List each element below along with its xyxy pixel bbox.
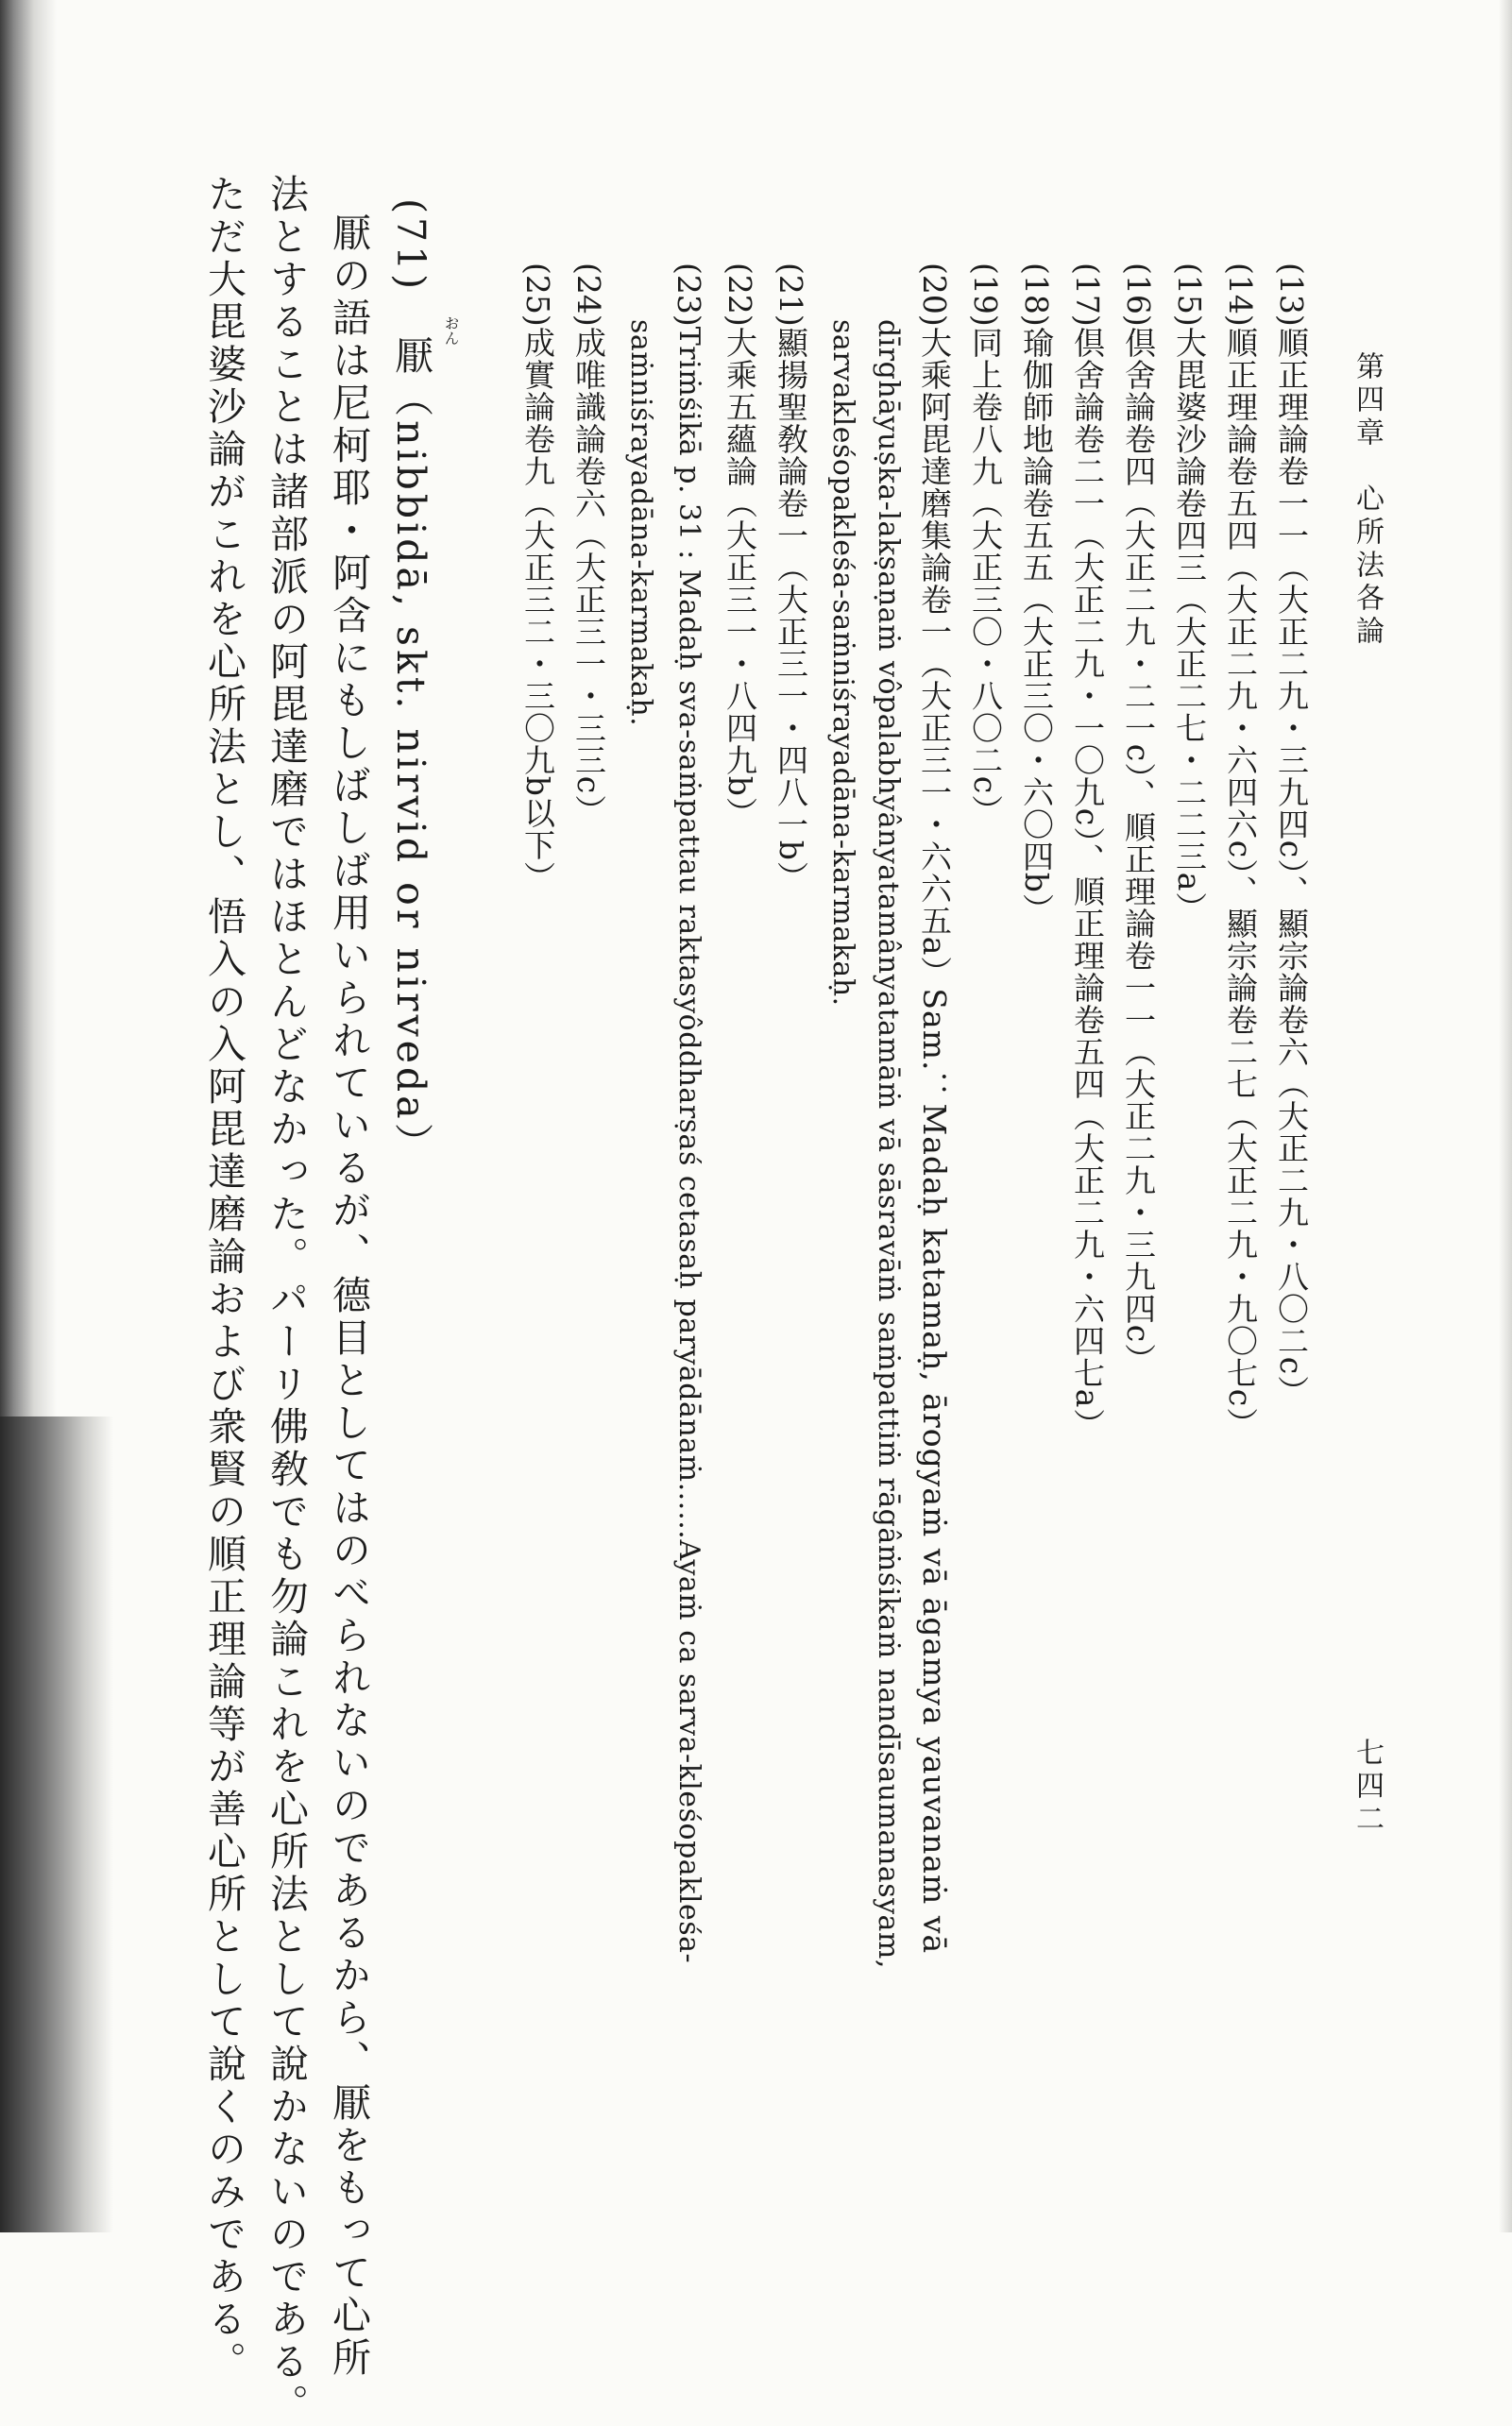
- paragraph-line: 法とすることは諸部派の阿毘達磨ではほとんどなかった。パーリ佛敎でも勿論これを心所法として說かないのである。: [263, 174, 309, 2426]
- note-number: (23): [671, 263, 707, 327]
- note-24: [570, 263, 607, 827]
- note-text: 大乘五蘊論（大正三一・八四九b）: [722, 326, 758, 829]
- note-20-continued: dīrghāyuṣka-lakṣaṇaṁ vôpalabhyânyatamânyatamāṁ vā sāsravāṁ saṁpattiṁ rāgâṁśikaṁ nandīsaumanasyam,: [872, 319, 905, 1969]
- section-heading-ruby: おん: [442, 315, 460, 346]
- note-text: 顯揚聖敎論卷一（大正三一・四八一b）: [773, 326, 809, 893]
- paragraph-line: 厭の語は尼柯耶・阿含にもしばしば用いられているが、德目としてはのべられないのであるから、厭をもって心所: [326, 212, 371, 2380]
- scan-shadow-right: [1499, 0, 1512, 2232]
- note-21: [775, 263, 807, 893]
- note-number: (22): [722, 263, 758, 327]
- note-13: [1273, 263, 1310, 1408]
- chapter-header: 第四章 心所法各論: [1351, 351, 1384, 649]
- page-number: 七四二: [1351, 1738, 1384, 1837]
- note-text: 成實論卷九（大正三二・三〇九b以下）: [519, 326, 556, 893]
- note-text: 順正理論卷一一（大正二九・三九四c）、顯宗論卷六（大正二九・八〇二c）: [1273, 326, 1310, 1408]
- note-16: [1120, 263, 1157, 1376]
- note-number: (14): [1222, 263, 1259, 327]
- note-number: (19): [967, 263, 1004, 327]
- note-number: (25): [519, 263, 556, 327]
- note-number: (18): [1018, 263, 1055, 327]
- note-14: [1222, 263, 1259, 1440]
- note-text: 順正理論卷五四（大正二九・六四六c）、顯宗論卷二七（大正二九・九〇七c）: [1222, 326, 1259, 1440]
- note-23: [673, 263, 705, 1963]
- note-text: 成唯識論卷六（大正三一・三三c）: [570, 326, 607, 827]
- note-number: (17): [1069, 263, 1106, 327]
- note-number: (21): [773, 263, 809, 327]
- note-20-continued: sarvakleśopakleśa-saṁniśrayadāna-karmakaḥ.: [826, 319, 859, 1007]
- note-text: 同上卷八九（大正三〇・八〇二c）: [967, 326, 1004, 827]
- note-text: Triṁśikā p. 31 : Madaḥ sva-saṁpattau raktasyôddharṣaś cetasaḥ paryādānaṁ……Ayaṁ ca sarva-kleśopakleśa-: [672, 326, 705, 1964]
- note-15: [1171, 263, 1208, 925]
- note-text: 大毘婆沙論卷四三（大正二七・二二三a）: [1171, 326, 1208, 925]
- note-23-continued: saṁniśrayadāna-karmakaḥ.: [624, 319, 657, 727]
- note-17: [1069, 263, 1106, 1441]
- note-number: (13): [1273, 263, 1310, 327]
- note-text: 大乘阿毘達磨集論卷一（大正三一・六六五a）Sam.：Madaḥ katamaḥ, ārogyaṁ vā āgamya yauvanaṁ vā: [916, 326, 953, 1955]
- scan-shadow-left-lower: [0, 1417, 113, 2232]
- note-19: [967, 263, 1004, 827]
- note-number: (15): [1171, 263, 1208, 327]
- section-heading: (71) 厭（nibbidā, skt. nirvid or nirveda）: [388, 198, 433, 1165]
- note-number: (16): [1120, 263, 1157, 327]
- note-number: (20): [916, 263, 953, 327]
- note-25: [519, 263, 556, 893]
- note-text: 倶舍論卷四（大正二九・二一c）、順正理論卷一一（大正二九・三九四c）: [1120, 326, 1157, 1376]
- note-18: [1018, 263, 1055, 925]
- paragraph-line: ただ大毘婆沙論がこれを心所法とし、悟入の入阿毘達磨論および衆賢の順正理論等が善心所として說くのみである。: [201, 174, 246, 2384]
- note-20: [916, 263, 953, 1955]
- note-22: [724, 263, 756, 829]
- note-text: 倶舍論卷二一（大正二九・一〇九c）、順正理論卷五四（大正二九・六四七a）: [1069, 326, 1106, 1441]
- note-text: 瑜伽師地論卷五五（大正三〇・六〇四b）: [1018, 326, 1055, 925]
- note-number: (24): [570, 263, 607, 327]
